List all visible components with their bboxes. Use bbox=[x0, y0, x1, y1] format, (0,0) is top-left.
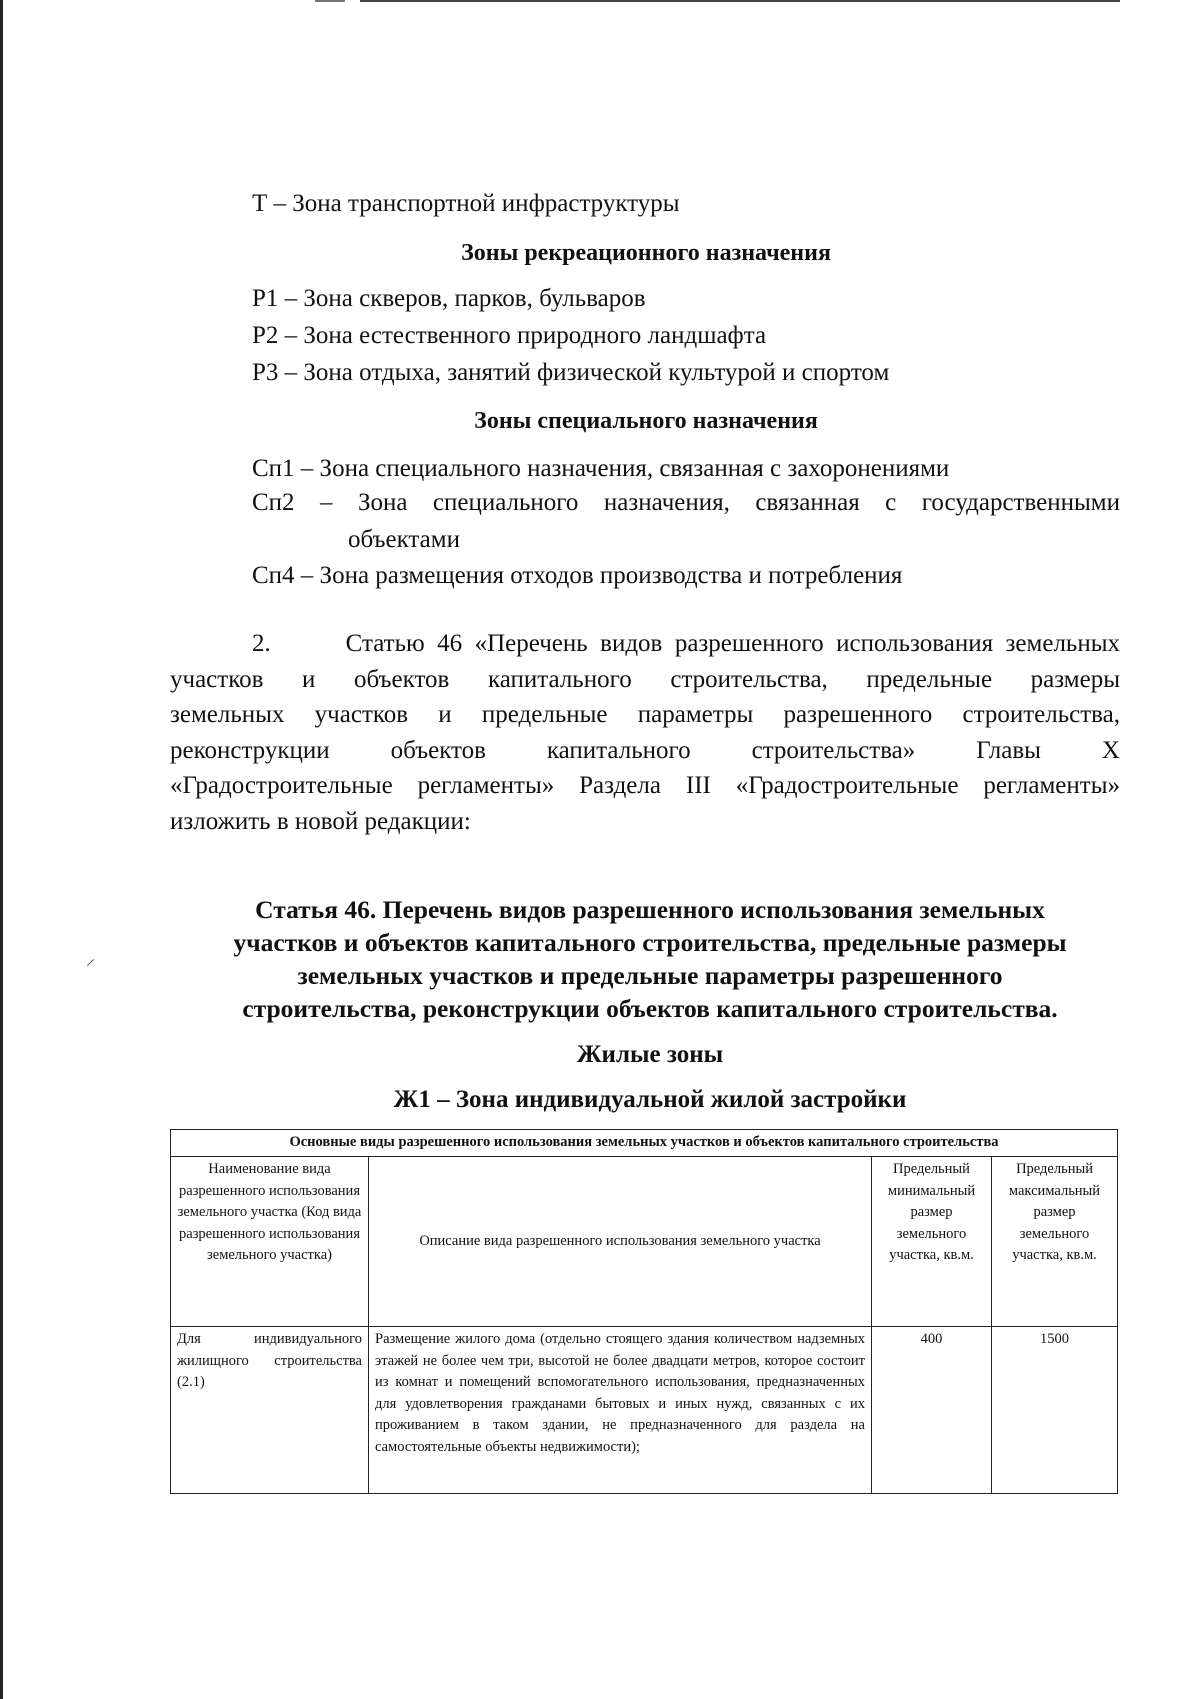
zone-sp2-line2: объектами bbox=[348, 526, 460, 553]
zone-r3: Р3 – Зона отдыха, занятий физической культурой и спортом bbox=[252, 359, 890, 386]
col-header-min-area: Предельный минимальный размер земельного участка, кв.м. bbox=[872, 1157, 992, 1327]
paragraph-2-line: реконструкции объектов капитального строительства» Главы Х bbox=[170, 737, 1120, 764]
row-use-name bbox=[171, 1327, 369, 1494]
col-header-description: Описание вида разрешенного использования земельного участка bbox=[369, 1157, 872, 1327]
article-title-line: участков и объектов капитального строительства, предельные размеры bbox=[233, 928, 1067, 957]
col-header-max-area: Предельный максимальный размер земельного участка, кв.м. bbox=[992, 1157, 1118, 1327]
row-use-name-text: Для индивидуального жилищного строительства (2.1) bbox=[177, 1331, 362, 1390]
article-46-title bbox=[180, 893, 1120, 1025]
paragraph-2-line: изложить в новой редакции: bbox=[170, 808, 471, 835]
article-title-line: Статья 46. Перечень видов разрешенного использования земельных bbox=[255, 895, 1045, 924]
table-column-header-row bbox=[171, 1157, 1118, 1327]
page-top-edge bbox=[360, 0, 1120, 2]
paragraph-2-line: участков и объектов капитального строительства, предельные размеры bbox=[170, 666, 1120, 693]
recreation-zones-heading: Зоны рекреационного назначения bbox=[461, 240, 831, 266]
zone-sp4: Сп4 – Зона размещения отходов производства и потребления bbox=[252, 562, 903, 589]
row-max-area: 1500 bbox=[992, 1327, 1118, 1494]
page-left-edge bbox=[0, 0, 3, 1699]
table-main-header-row bbox=[171, 1130, 1118, 1157]
zone-r2: Р2 – Зона естественного природного ландшафта bbox=[252, 322, 767, 349]
paragraph-2-line: 2. Статью 46 «Перечень видов разрешенного использования земельных bbox=[252, 630, 1120, 657]
article-title-line: строительства, реконструкции объектов капитального строительства. bbox=[242, 994, 1058, 1023]
zone-transport: Т – Зона транспортной инфраструктуры bbox=[252, 190, 680, 217]
paragraph-2-line: «Градостроительные регламенты» Раздела III «Градостроительные регламенты» bbox=[170, 772, 1120, 799]
special-zones-heading: Зоны специального назначения bbox=[474, 408, 818, 434]
table-row bbox=[171, 1327, 1118, 1494]
zone-zh1-title: Ж1 – Зона индивидуальной жилой застройки bbox=[393, 1086, 907, 1113]
table-main-header: Основные виды разрешенного использования земельных участков и объектов капитального строительства bbox=[171, 1130, 1118, 1157]
article-title-line: земельных участков и предельные параметры разрешенного bbox=[297, 961, 1003, 990]
scan-top-mark bbox=[315, 0, 345, 2]
row-use-description-text: Размещение жилого дома (отдельно стоящего здания количеством надземных этажей не более чем три, высотой не более двадцати метров, которое состоит из комнат и помещений вспомогательного использования, предназначенных для удовлетворения гражданами бытовых и иных нужд, связанных с их проживанием в таком здании, не предназначенного для раздела на самостоятельные объекты недвижимости); bbox=[375, 1331, 865, 1455]
residential-zones-heading: Жилые зоны bbox=[576, 1041, 724, 1068]
row-min-area: 400 bbox=[872, 1327, 992, 1494]
zone-sp1: Сп1 – Зона специального назначения, связанная с захоронениями bbox=[252, 455, 950, 482]
land-use-table bbox=[170, 1129, 1118, 1494]
scan-stray-mark bbox=[87, 959, 94, 966]
col-header-name: Наименование вида разрешенного использования земельного участка (Код вида разрешенного использования земельного участка) bbox=[171, 1157, 369, 1327]
zone-r1: Р1 – Зона скверов, парков, бульваров bbox=[252, 285, 646, 312]
zone-sp2-line1: Сп2 – Зона специального назначения, связанная с государственными bbox=[252, 489, 1120, 516]
row-use-description bbox=[369, 1327, 872, 1494]
paragraph-2-line: земельных участков и предельные параметры разрешенного строительства, bbox=[170, 701, 1120, 728]
